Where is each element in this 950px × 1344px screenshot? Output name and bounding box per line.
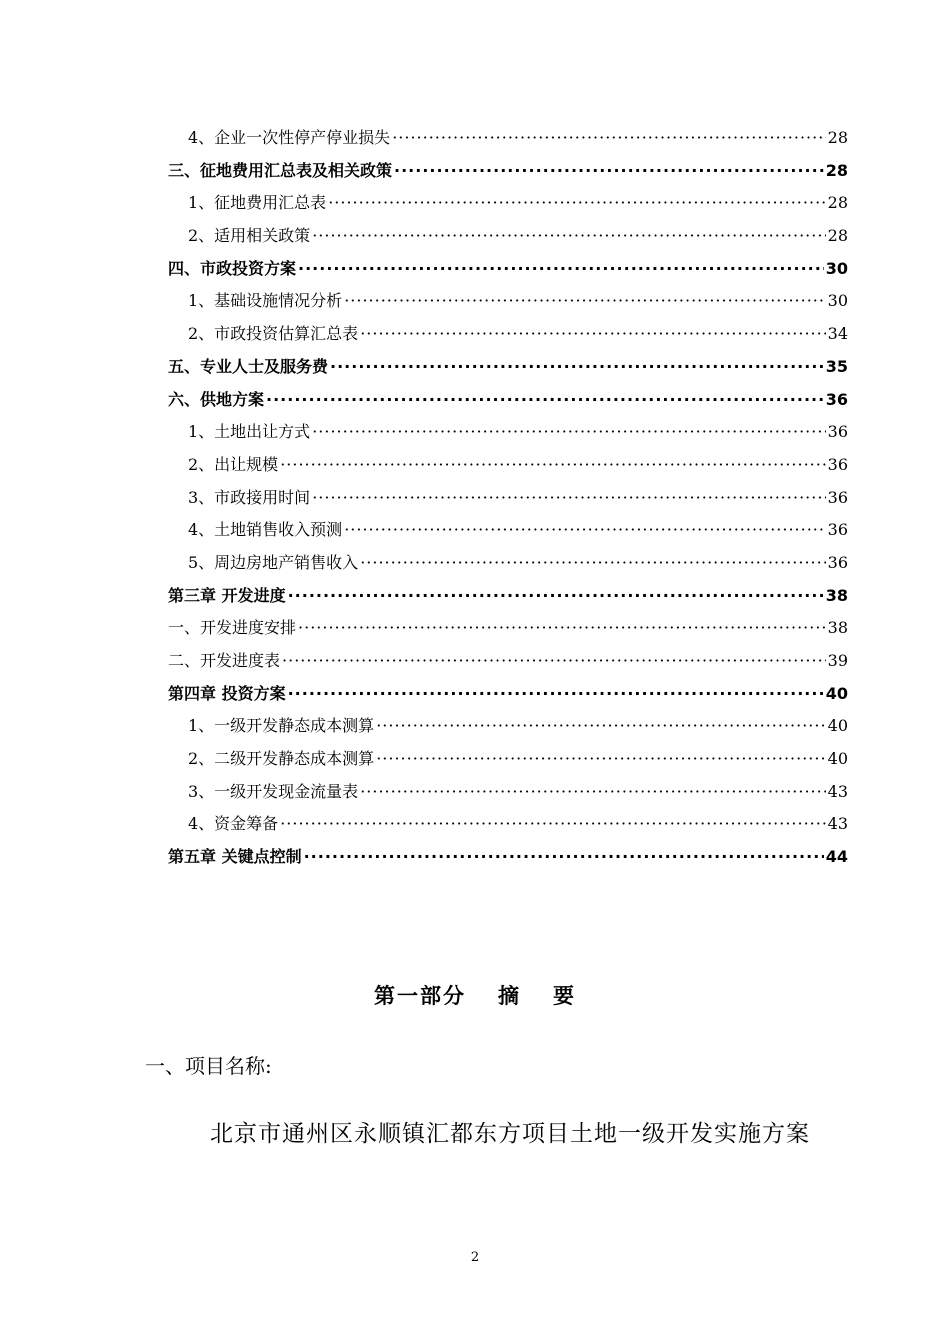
toc-entry-page: 40 <box>825 683 848 703</box>
toc-dot-leader <box>328 187 825 220</box>
toc-dot-leader <box>304 841 824 874</box>
toc-entry-page: 36 <box>827 487 848 507</box>
toc-entry[interactable] <box>168 580 848 613</box>
toc-entry-label: 4、土地销售收入预测 <box>188 520 343 540</box>
toc-entry[interactable] <box>168 710 848 743</box>
toc-dot-leader <box>360 547 825 580</box>
toc-entry-label: 3、市政接用时间 <box>188 487 311 507</box>
toc-entry-label: 二、开发进度表 <box>168 651 281 670</box>
toc-entry-page: 38 <box>827 618 848 638</box>
toc-dot-leader <box>312 416 825 449</box>
toc-entry[interactable] <box>168 808 848 841</box>
toc-entry-page: 30 <box>827 291 848 311</box>
toc-dot-leader <box>394 155 824 188</box>
toc-dot-leader <box>280 449 825 482</box>
toc-dot-leader <box>280 808 825 841</box>
toc-entry-page: 36 <box>827 454 848 474</box>
toc-dot-leader <box>298 612 826 645</box>
toc-entry[interactable] <box>168 384 848 417</box>
toc-dot-leader <box>330 351 824 384</box>
toc-entry-label: 一、开发进度安排 <box>168 618 297 638</box>
toc-entry[interactable] <box>168 416 848 449</box>
toc-dot-leader <box>376 743 825 776</box>
part-title <box>0 980 950 1010</box>
toc-entry-label: 4、资金筹备 <box>188 814 279 834</box>
toc-entry-page: 28 <box>827 128 848 147</box>
toc-entry[interactable] <box>168 122 848 155</box>
toc-entry[interactable] <box>168 220 848 253</box>
toc-entry-label: 1、土地出让方式 <box>188 422 311 442</box>
section-heading: 一、项目名称: <box>145 1054 272 1078</box>
toc-entry-page: 28 <box>827 226 848 246</box>
toc-dot-leader <box>288 580 824 613</box>
toc-entry-label: 5、周边房地产销售收入 <box>188 552 359 572</box>
toc-dot-leader <box>360 776 825 809</box>
toc-entry-page: 40 <box>827 716 848 736</box>
page-number: 2 <box>470 1250 480 1265</box>
toc-dot-leader <box>312 482 825 515</box>
toc-entry-page: 36 <box>825 389 848 409</box>
table-of-contents <box>168 122 848 874</box>
toc-entry-page: 43 <box>827 814 848 834</box>
toc-dot-leader <box>282 645 826 678</box>
toc-entry[interactable] <box>168 612 848 645</box>
toc-dot-leader <box>312 220 825 253</box>
toc-dot-leader <box>360 318 825 351</box>
toc-entry-label: 2、适用相关政策 <box>188 226 311 246</box>
toc-dot-leader <box>288 678 824 711</box>
toc-entry-label: 第三章 开发进度 <box>168 585 286 605</box>
part-title-word2: 要 <box>553 984 576 1008</box>
toc-entry-label: 2、市政投资估算汇总表 <box>188 324 359 344</box>
toc-dot-leader <box>376 710 825 743</box>
toc-entry-label: 1、基础设施情况分析 <box>188 291 343 311</box>
toc-entry-page: 39 <box>827 651 848 670</box>
toc-entry-label: 3、一级开发现金流量表 <box>188 781 359 801</box>
toc-entry[interactable] <box>168 482 848 515</box>
part-title-word1: 摘 <box>498 984 521 1008</box>
toc-entry-page: 44 <box>825 847 848 867</box>
toc-entry[interactable] <box>168 155 848 188</box>
toc-entry-page: 35 <box>825 356 848 376</box>
toc-entry[interactable] <box>168 776 848 809</box>
toc-entry[interactable] <box>168 678 848 711</box>
toc-entry[interactable] <box>168 449 848 482</box>
part-title-part: 第一部分 <box>374 984 466 1008</box>
toc-entry-page: 34 <box>827 324 848 344</box>
toc-entry-label: 2、出让规模 <box>188 454 279 474</box>
toc-dot-leader <box>392 122 825 155</box>
toc-entry-label: 2、二级开发静态成本测算 <box>188 749 375 769</box>
toc-entry-label: 4、企业一次性停产停业损失 <box>188 128 391 147</box>
project-name: 北京市通州区永顺镇汇都东方项目土地一级开发实施方案 <box>210 1121 810 1147</box>
toc-dot-leader <box>298 253 824 286</box>
toc-entry[interactable] <box>168 318 848 351</box>
toc-entry-page: 38 <box>825 585 848 605</box>
toc-entry[interactable] <box>168 841 848 874</box>
toc-entry-page: 36 <box>827 422 848 442</box>
toc-entry-label: 1、征地费用汇总表 <box>188 193 327 213</box>
toc-dot-leader <box>344 285 825 318</box>
toc-entry-label: 第五章 关键点控制 <box>168 847 302 867</box>
toc-entry[interactable] <box>168 743 848 776</box>
toc-entry[interactable] <box>168 514 848 547</box>
toc-entry[interactable] <box>168 351 848 384</box>
toc-entry-page: 28 <box>827 193 848 213</box>
toc-entry-label: 四、市政投资方案 <box>168 258 297 278</box>
toc-entry-label: 五、专业人士及服务费 <box>168 356 329 376</box>
toc-entry[interactable] <box>168 187 848 220</box>
toc-entry-label: 六、供地方案 <box>168 389 265 409</box>
toc-entry[interactable] <box>168 645 848 678</box>
toc-entry-page: 40 <box>827 749 848 769</box>
toc-entry-page: 36 <box>827 520 848 540</box>
toc-dot-leader <box>266 384 824 417</box>
toc-entry[interactable] <box>168 547 848 580</box>
toc-dot-leader <box>344 514 825 547</box>
toc-entry-page: 30 <box>825 258 848 278</box>
toc-entry[interactable] <box>168 285 848 318</box>
toc-entry-page: 43 <box>827 781 848 801</box>
toc-entry-label: 第四章 投资方案 <box>168 683 286 703</box>
toc-entry-page: 36 <box>827 552 848 572</box>
toc-entry-label: 三、征地费用汇总表及相关政策 <box>168 160 393 180</box>
toc-entry-label: 1、一级开发静态成本测算 <box>188 716 375 736</box>
toc-entry[interactable] <box>168 253 848 286</box>
toc-entry-page: 28 <box>825 160 848 180</box>
